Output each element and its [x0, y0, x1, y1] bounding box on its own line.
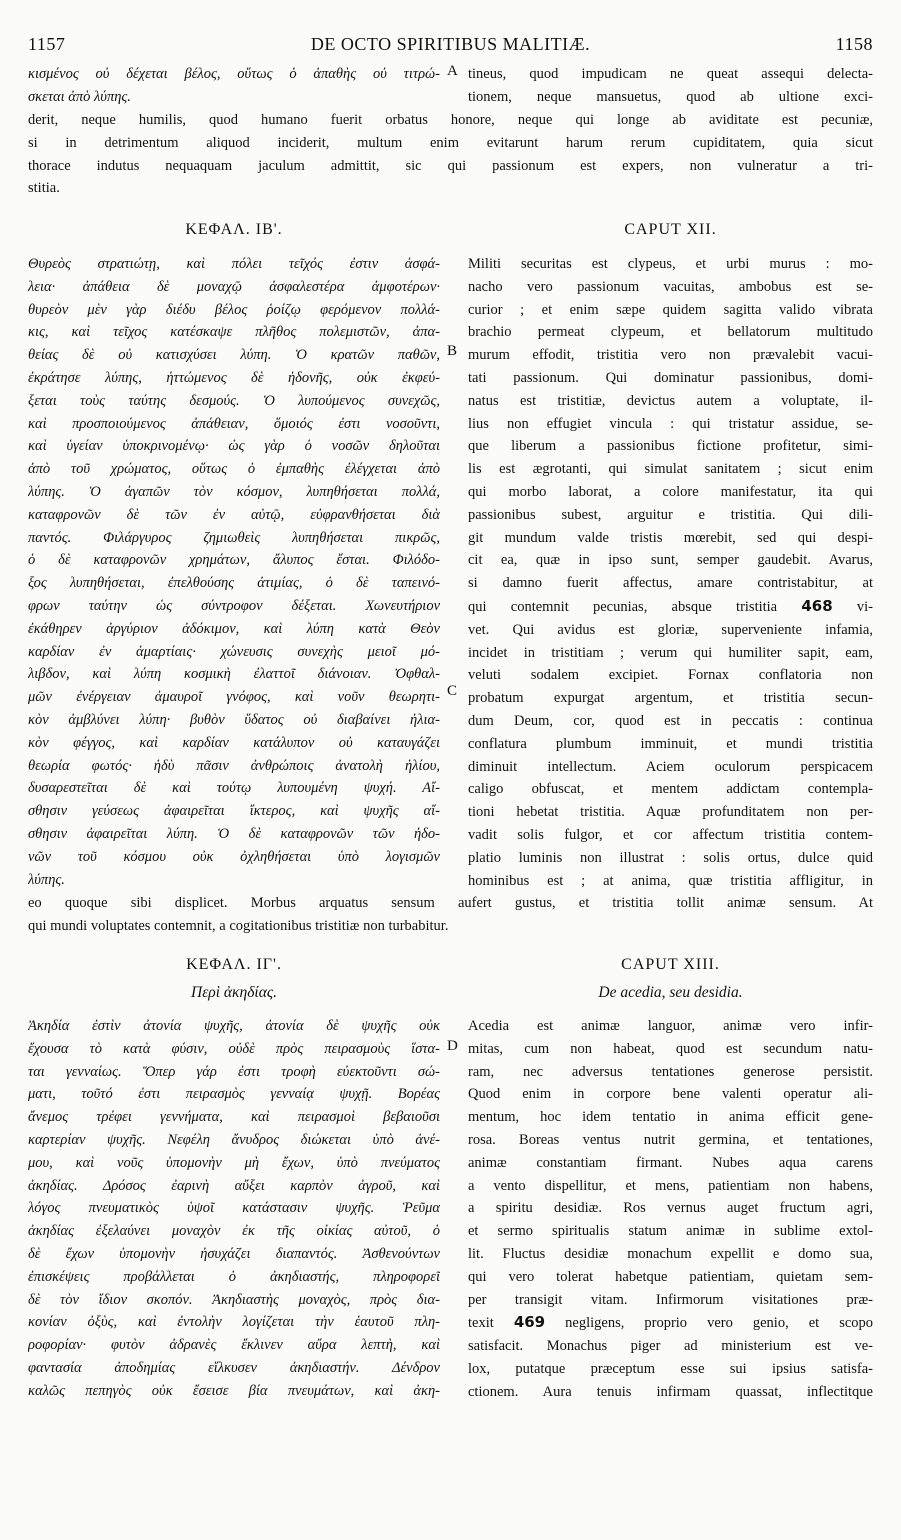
- latin-line: si in detrimentum aliquod inciderit, multum enim evitarunt harum rerum cupiditatem, quia sicut: [28, 134, 873, 151]
- greek-chapter-12-heading: ΚΕΦΑΛ. ΙΒ'.: [185, 221, 283, 238]
- greek-line: ται γενναίως. Ὅπερ γάρ ἐστι τροφὴ εὐεκτοῦντι σώ-: [28, 1063, 440, 1080]
- latin-line: stitia.: [28, 180, 60, 197]
- latin-chapter-13-heading: CAPUT XIII.: [621, 956, 720, 973]
- latin-line: vadit solis fulgor, et cor affectum tristitia contem-: [468, 826, 873, 843]
- latin-column-top: [468, 63, 873, 109]
- latin-line: tati passionum. Qui dominatur passionibus, domi-: [468, 369, 873, 386]
- latin-line: Militi securitas est clypeus, et urbi murus : mo-: [468, 256, 873, 272]
- latin-line: et sermo spiritualis statum animæ in sublime extol-: [468, 1223, 873, 1240]
- latin-line: nacho vero passionum vacuitas, ambobus est se-: [468, 278, 873, 295]
- line-text: vi-: [856, 598, 873, 615]
- greek-line: λύπης.: [28, 871, 65, 888]
- latin-line: cit ea, quæ in ipso sunt, semper gaudebit. Avarus,: [468, 552, 873, 569]
- greek-line: Θυρεὸς στρατιώτῃ, καὶ πόλει τεῖχός ἐστιν ἀσφά-: [28, 256, 440, 272]
- latin-line: passionibus subest, arguitur e tristitia. Qui dili-: [468, 506, 873, 523]
- latin-line: a spiritu desidiæ. Ros vernus auget fructum agri,: [468, 1200, 873, 1217]
- latin-line: lis est ægrotanti, qui simulat sanitatem ; sicut enim: [468, 461, 873, 478]
- latin-chapter-12-heading: CAPUT XII.: [624, 221, 717, 238]
- greek-line: κις, καὶ τεῖχος κατέσκαψε πλῆθος πολεμιστῶν, ἀπα-: [28, 324, 440, 341]
- greek-chapter-13-subheading: Περὶ ἀκηδίας.: [191, 984, 277, 1001]
- latin-line: rosa. Boreas ventus nutrit germina, et tentationes,: [468, 1131, 873, 1148]
- greek-line: φρων ταύτην ὡς σύντροφον δέξεται. Χωνευτήριον: [28, 597, 440, 614]
- greek-line: ματι, τοῦτό ἐστι πειρασμὸς γενναίᾳ ψυχῇ. Βορέας: [28, 1086, 440, 1103]
- greek-line: καρτερίαν ψυχῆς. Νεφέλη ἄνυδρος διώκεται ὑπὸ ἀνέ-: [28, 1131, 440, 1148]
- latin-line: lox, putatque præceptum esse sui ipsius satisfa-: [468, 1360, 873, 1377]
- greek-line: λύπης. Ὁ ἀγαπῶν τὸν κόσμον, λυπηθήσεται πολλά,: [28, 483, 440, 500]
- greek-line: καρδίαν ἐν ἁμαρτίαις· χώνευσις συνεχὴς μειοῖ μό-: [28, 643, 440, 660]
- latin-line: natus est tristitiæ, devictus autem a voluptate, il-: [468, 392, 873, 409]
- greek-line: ξεται τοὺς ταύτης δεσμούς. Ὁ λυπούμενος συνεχῶς,: [28, 392, 440, 409]
- left-page-number: 1157: [28, 34, 66, 54]
- greek-line: ἔχουσα τὸ κατὰ φύσιν, οὐδὲ πρὸς πειρασμοὺς ἵστα-: [28, 1040, 440, 1057]
- right-page-number: 1158: [835, 34, 873, 54]
- greek-line: κὸν ἀμβλύνει λύπη· βυθὸν ὕδατος οὐ διαβαίνει ἡλια-: [28, 711, 440, 728]
- greek-line: λιβδον, καὶ λύπη κοσμικὴ ἐλαττοῖ διάνοιαν. Ὀφθαλ-: [28, 666, 440, 683]
- latin-full-width-top: [28, 109, 873, 200]
- latin-line: animæ constantiam firmant. Nubes aqua carens: [468, 1154, 873, 1171]
- latin-line: qui vero tolerat habetque patientiam, quietam sem-: [468, 1268, 873, 1285]
- greek-line: μου, καὶ νοῦς ὑπομονὴν μὴ ἔχων, ὑπὸ πνεύματος: [28, 1154, 440, 1171]
- latin-line: eo quoque sibi displicet. Morbus arquatus sensum aufert gustus, et tristitia tollit animæ sensum. At: [28, 895, 873, 911]
- greek-line: θεωρία φωτός· ἡδὺ πᾶσιν ἀνθρώποις ἀνατολὴ ἡλίου,: [28, 757, 440, 774]
- greek-line: ροφορίαν· φυτὸν ἀδρανὲς ἔκλινεν αὔρα λεπτὴ, καὶ: [28, 1337, 440, 1354]
- greek-column-chapter-13: [28, 1015, 440, 1403]
- greek-line: δὲ τὸν ἴδιον σκοπόν. Ἀκηδιαστὴς μοναχὸς, πρὸς δια-: [28, 1291, 440, 1308]
- margin-marker-c: C: [447, 683, 458, 699]
- latin-line: qui mundi voluptates contemnit, a cogitationibus tristitiæ non turbabitur.: [28, 917, 449, 934]
- greek-line: ξος λυπηθήσεται, ἐπελθούσης ἀτιμίας, ὁ δὲ ταπεινό-: [28, 575, 440, 592]
- greek-line: σκεται ἀπὸ λύπης.: [28, 88, 131, 105]
- margin-marker-b: B: [447, 343, 458, 359]
- greek-line: κονίαν ὀξὺς, καὶ ἐντολὴν λογίζεται τὴν ἑαυτοῦ πλη-: [28, 1314, 440, 1331]
- greek-line: καλῶς πεπηγὸς οὐκ ἔσεισε βία πνευμάτων, καὶ ἀκη-: [28, 1382, 440, 1399]
- latin-line: dum Deum, cor, quod est in peccatis : continua: [468, 712, 873, 729]
- latin-line: thorace indutus nequaquam jaculum admittit, sic qui passionum est expers, non vulneratur a tri-: [28, 157, 873, 174]
- greek-line: μῶν ἐνέργειαν ἀμαυροῖ γνόφος, καὶ νοῦν θεωρητι-: [28, 689, 440, 706]
- greek-line: ἀπὸ τοῦ χρώματος, οὕτως ὁ ἐμπαθὴς ἐλέγχεται ἀπὸ: [28, 461, 440, 478]
- greek-line: δυσαρεστεῖται δὲ καὶ τούτῳ λυπουμένη ψυχή. Αἴ-: [28, 780, 440, 797]
- latin-line: tionem, neque mansuetus, quod ab ultione exci-: [468, 88, 873, 105]
- line-text: qui contemnit pecunias, absque tristitia: [468, 598, 778, 615]
- greek-line: καταφρονῶν δὲ τῶν ἐν αὐτῷ, εὐφρανθήσεται διὰ: [28, 506, 440, 523]
- latin-line: satisfacit. Monachus piger ad ministerium est ve-: [468, 1338, 873, 1355]
- latin-line: mitas, cum non habeat, quod est secundum natu-: [468, 1040, 873, 1057]
- greek-line: ἀκηδίας ἐξελαύνει μοναχὸν ἐκ τῆς οἰκίας αὐτοῦ, ὁ: [28, 1223, 440, 1240]
- greek-chapter-13-heading: ΚΕΦΑΛ. ΙΓ'.: [186, 956, 282, 973]
- running-head: [28, 34, 873, 60]
- column-number: 469: [513, 1313, 546, 1332]
- latin-line: diminuit intellectum. Aciem oculorum perspicacem: [468, 758, 873, 775]
- latin-line: ctionem. Aura tenuis infirmam quassat, inflectitque: [468, 1383, 873, 1400]
- greek-line: λεια· ἀπάθεια δὲ μοναχῷ ἀσφαλεστέρα ἀμφοτέρων·: [28, 278, 440, 295]
- greek-line: σθησιν ἀφαιρεῖται λύπη. Ὁ δὲ καταφρονῶν τῶν ἡδο-: [28, 825, 440, 842]
- latin-line: ram, nec adversus tentationes generose persistit.: [468, 1063, 873, 1080]
- greek-line: Ἀκηδία ἐστὶν ἀτονία ψυχῆς, ἀτονία δὲ ψυχῆς οὐκ: [28, 1018, 440, 1034]
- greek-line: ὁ δὲ καταφρονῶν χρημάτων, ἄλυπος ἔσται. Φιλόδο-: [28, 552, 440, 569]
- latin-line: [468, 595, 873, 619]
- latin-line: murum effodit, tristitia vero non prævalebit vacui-: [468, 347, 873, 364]
- latin-line: tioni hebetat tristitia. Aquæ profunditatem non per-: [468, 804, 873, 821]
- greek-column-chapter-12: [28, 253, 440, 891]
- latin-line: derit, neque humilis, quod humano fuerit orbatus honore, neque qui longe ab aviditate est pecuniæ,: [28, 112, 873, 128]
- greek-line: ἀκηδίας. Δρόσος ἐαρινὴ αὔξει καρπὸν ἀγροῦ, καὶ: [28, 1177, 440, 1194]
- latin-line: lit. Fluctus desidiæ monachum expellit e domo sua,: [468, 1245, 873, 1262]
- latin-line: a vento dispellitur, et mens, patientiam non habens,: [468, 1177, 873, 1194]
- latin-line: per transigit vitam. Infirmorum visitationes præ-: [468, 1291, 873, 1308]
- latin-line: platio luminis non illustrat : solis ortus, dulce quid: [468, 849, 873, 866]
- latin-line: hominibus est ; at anima, quæ tristitia affligitur, in: [468, 872, 873, 889]
- latin-line: lius non effugiet vincula : qui tristatur assidue, se-: [468, 415, 873, 432]
- margin-marker-a: A: [447, 63, 458, 79]
- greek-line: κισμένος οὐ δέχεται βέλος, οὕτως ὁ ἀπαθὴς οὐ τιτρώ-: [28, 66, 440, 82]
- latin-column-chapter-13: [468, 1015, 873, 1404]
- latin-line: Quod enim in corpore bene valenti operatur ali-: [468, 1086, 873, 1103]
- line-text: texit: [468, 1315, 494, 1332]
- line-text: negligens, proprio vero genio, et scopo: [565, 1315, 873, 1332]
- greek-line: καὶ προσποιούμενος ἀπάθειαν, ὅμοιός ἐστι νοσοῦντι,: [28, 415, 440, 432]
- running-title: DE OCTO SPIRITIBUS MALITIÆ.: [310, 34, 591, 54]
- latin-line: si damno fuerit affectus, amare contristabitur, at: [468, 575, 873, 592]
- latin-line: probatum expurgat argentum, et tristitia secun-: [468, 690, 873, 707]
- latin-line: caligo obfuscat, et mentem addictam contempla-: [468, 781, 873, 798]
- latin-line: qui morbo laborat, a colore manifestatur, ita qui: [468, 483, 873, 500]
- greek-line: θυρεὸν μὲν γὰρ διέδυ βέλος ῥοίζῳ φερόμενον πολλά-: [28, 301, 440, 318]
- latin-full-width-chapter-12: [28, 892, 873, 938]
- latin-line: veluti sodalem excipiet. Fornax conflatoria non: [468, 667, 873, 684]
- greek-line: λόγος πνευματικὸς ὑψοῖ κατάστασιν ψυχῆς. Ῥεῦμα: [28, 1200, 440, 1217]
- greek-line: φαντασία ἀποδημίας εἵλκυσεν ἀκηδιαστήν. Δένδρον: [28, 1359, 440, 1376]
- latin-chapter-13-subheading: De acedia, seu desidia.: [598, 984, 743, 1001]
- latin-line: vet. Qui avidus est gloriæ, superveniente infamia,: [468, 621, 873, 638]
- latin-column-chapter-12: [468, 253, 873, 892]
- latin-line: que liberum a passionibus fictione profitetur, simi-: [468, 438, 873, 455]
- margin-marker-d: D: [447, 1038, 458, 1054]
- latin-line: git mundum valde tristis mœrebit, sed qui despi-: [468, 529, 873, 546]
- latin-line: Acedia est animæ languor, animæ vero infir-: [468, 1018, 873, 1034]
- latin-line: incidet in tristitiam ; verum qui humiliter sapit, eam,: [468, 644, 873, 661]
- latin-line: [468, 1311, 873, 1335]
- latin-line: conflatura plumbum imminuit, et mundi tristitia: [468, 735, 873, 752]
- greek-line: ἐπισκέψεις προβάλλεται ὁ ἀκηδιαστής, πληροφορεῖ: [28, 1268, 440, 1285]
- greek-line: παντός. Φιλάργυρος ζημιωθεὶς λυπηθήσεται πικρῶς,: [28, 529, 440, 546]
- latin-line: brachio permeat clypeum, et bellatorum multitudo: [468, 324, 873, 341]
- greek-line: ἐκάθηρεν ἀργύριον ἀδόκιμον, καὶ λύπη κατὰ Θεὸν: [28, 620, 440, 637]
- greek-column-top: [28, 63, 440, 109]
- greek-line: νῶν τοῦ κόσμου οὐκ ὀχληθήσεται ὑπὸ λογισμῶν: [28, 848, 440, 865]
- greek-line: θείας δὲ οὐ κατισχύσει λύπη. Ὁ κρατῶν παθῶν,: [28, 347, 440, 364]
- greek-line: δὲ ἔχων ὑπομονὴν ἡσυχάζει διαπαντός. Ἀσθενούντων: [28, 1245, 440, 1262]
- greek-line: κὸν φέγγος, καὶ καρδίαν κατάλυπον οὐ καταυγάζει: [28, 734, 440, 751]
- column-number: 468: [801, 596, 833, 615]
- latin-line: mentum, hoc idem tentatio in anima efficit gene-: [468, 1109, 873, 1126]
- greek-line: καὶ ὑγείαν ὑποκρινομένῳ· ὡς γὰρ ὁ νοσῶν δηλοῦται: [28, 438, 440, 455]
- latin-line: curior ; et enim sæpe quidem sagitta valido vibrata: [468, 301, 873, 318]
- greek-line: ἄνεμος τρέφει γεννήματα, καὶ πειρασμοὶ βεβαιοῦσι: [28, 1109, 440, 1126]
- latin-line: tineus, quod impudicam ne queat assequi delecta-: [468, 66, 873, 82]
- greek-line: σθησιν γεύσεως ἀφαιρεῖται ἴκτερος, καὶ ψυχῆς αἴ-: [28, 803, 440, 820]
- greek-line: ἐκράτησε λύπης, ἡττώμενος δὲ ἡδονῆς, οὐκ ἐκφεύ-: [28, 369, 440, 386]
